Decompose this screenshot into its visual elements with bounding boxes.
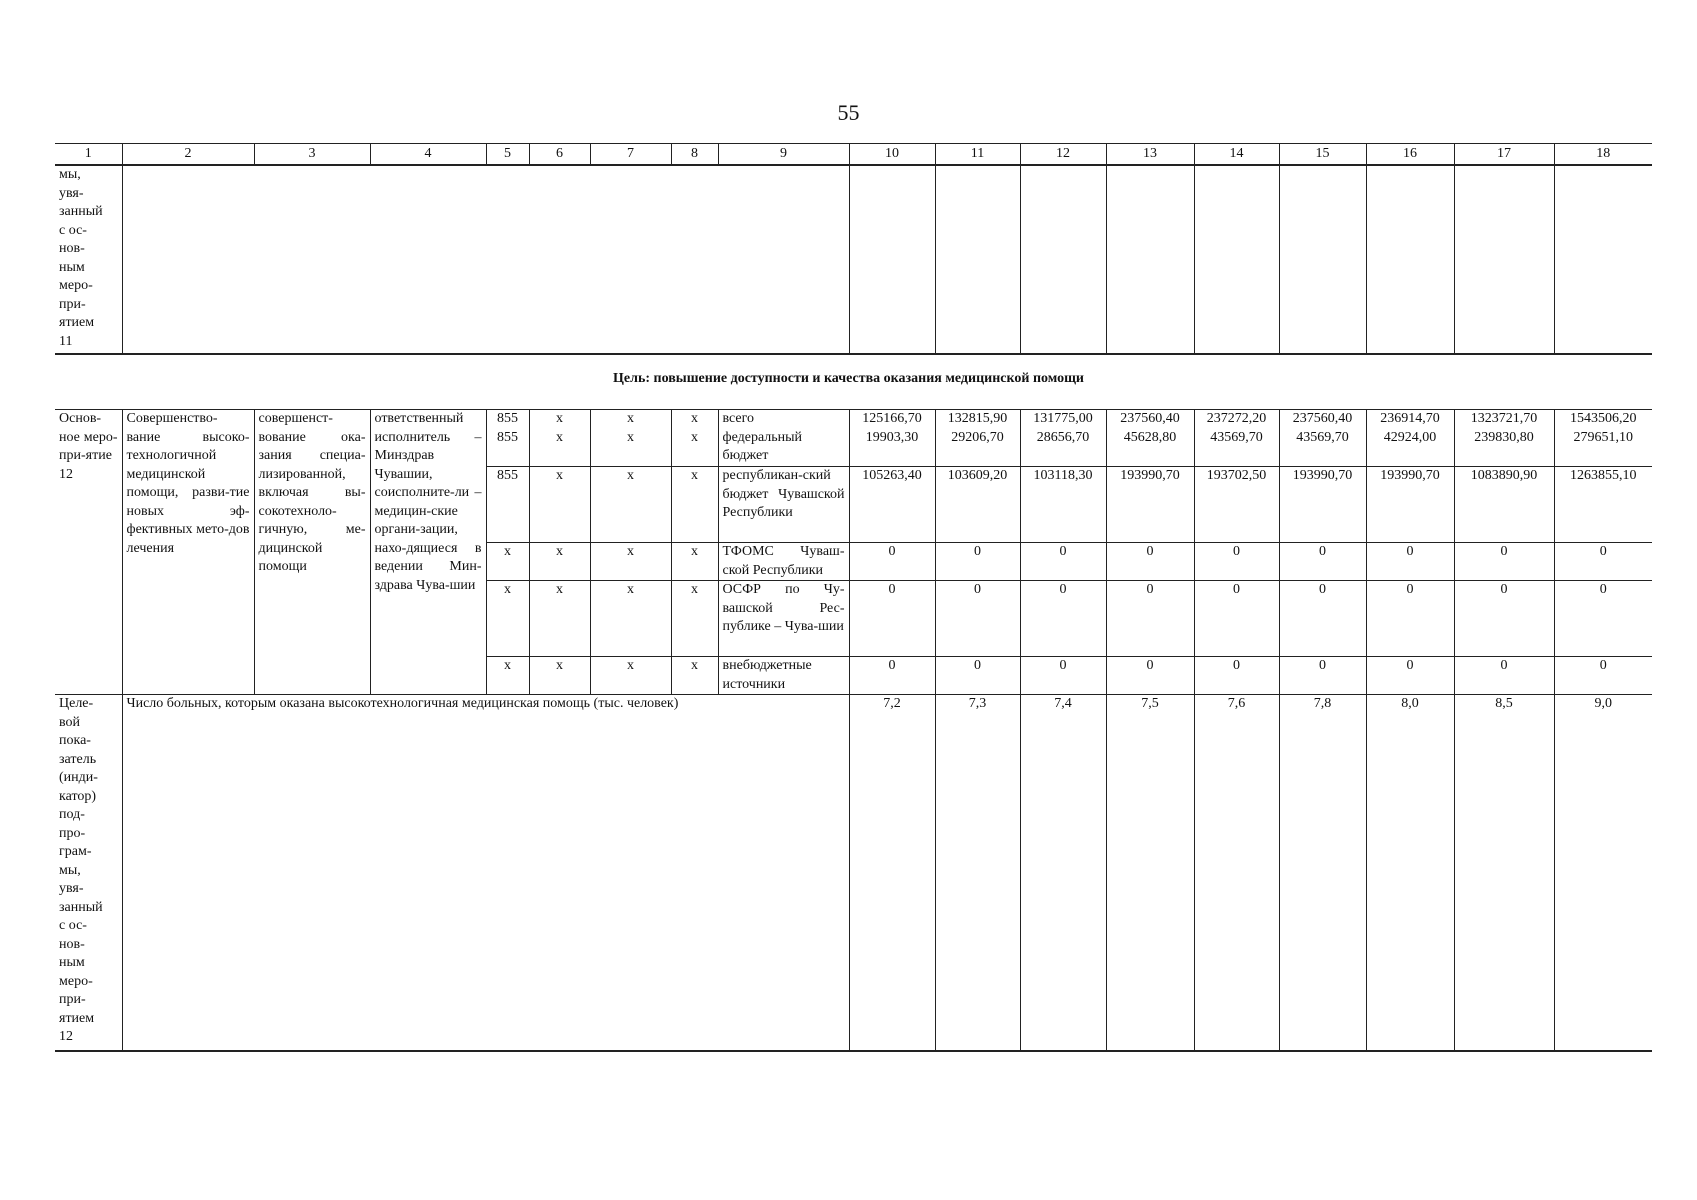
table-cell: x (529, 657, 590, 695)
column-number: 7 (590, 144, 671, 166)
activity-name: Основ-ное меро-при-ятие 12 (55, 410, 122, 695)
table-cell (1020, 165, 1106, 354)
table-cell: 239830,80 (1454, 429, 1554, 467)
column-number: 12 (1020, 144, 1106, 166)
table-cell: 0 (1106, 543, 1194, 581)
indicator-text: Число больных, которым оказана высокотехнологичная медицинская помощь (тыс. человек) (122, 695, 849, 1051)
table-cell: x (529, 581, 590, 657)
table-cell: 103118,30 (1020, 467, 1106, 543)
table-cell: 0 (1020, 543, 1106, 581)
column-numbers-row (55, 144, 1652, 166)
table-cell: 43569,70 (1279, 429, 1366, 467)
funding-source: республикан-ский бюджет Чувашской Республики (718, 467, 849, 543)
table-cell: 19903,30 (849, 429, 935, 467)
table-cell: x (590, 467, 671, 543)
table-cell: 43569,70 (1194, 429, 1279, 467)
table-cell: 103609,20 (935, 467, 1020, 543)
table-cell: x (529, 429, 590, 467)
column-number: 18 (1554, 144, 1652, 166)
table-cell: x (671, 657, 718, 695)
funding-source: ОСФР по Чу-вашской Рес-публике – Чува-шии (718, 581, 849, 657)
table-cell: 237272,20 (1194, 410, 1279, 429)
table-cell: 7,6 (1194, 695, 1279, 1051)
table-cell: 0 (1454, 543, 1554, 581)
activity-task: совершенст-вование ока-зания специа-лизированной, включая вы-сокотехноло-гичную, ме-дицинской помощи (254, 410, 370, 695)
table-cell: 1263855,10 (1554, 467, 1652, 543)
column-number: 3 (254, 144, 370, 166)
table-cell: x (486, 581, 529, 657)
table-cell: 0 (1366, 543, 1454, 581)
table-cell: 7,4 (1020, 695, 1106, 1051)
column-number: 2 (122, 144, 254, 166)
table-cell: x (590, 429, 671, 467)
funding-source: всего (718, 410, 849, 429)
column-number: 6 (529, 144, 590, 166)
table-cell (1106, 165, 1194, 354)
column-number: 4 (370, 144, 486, 166)
funding-source: федеральный бюджет (718, 429, 849, 467)
table-cell: 7,8 (1279, 695, 1366, 1051)
table-cell: x (486, 543, 529, 581)
table-cell: x (671, 410, 718, 429)
table-cell: 0 (1366, 657, 1454, 695)
table-cell: x (671, 581, 718, 657)
table-cell: 131775,00 (1020, 410, 1106, 429)
table-cell: 0 (935, 543, 1020, 581)
table-cell: x (590, 657, 671, 695)
activity-executor: ответственный исполнитель – Минздрав Чувашии, соисполните-ли – медицин-ские органи-зации, нахо-дящиеся в ведении Мин-здрава Чува-шии (370, 410, 486, 695)
table-cell: 193990,70 (1366, 467, 1454, 543)
table-cell: 237560,40 (1279, 410, 1366, 429)
table-cell: x (590, 543, 671, 581)
table-cell: 45628,80 (1106, 429, 1194, 467)
column-number: 11 (935, 144, 1020, 166)
table-cell: 0 (1194, 581, 1279, 657)
column-number: 5 (486, 144, 529, 166)
table-cell: x (671, 429, 718, 467)
table-cell: 0 (1194, 543, 1279, 581)
table-cell: 8,0 (1366, 695, 1454, 1051)
table-cell: 1083890,90 (1454, 467, 1554, 543)
table-cell: 0 (935, 657, 1020, 695)
table-cell: 0 (1366, 581, 1454, 657)
table-cell: 0 (849, 581, 935, 657)
table-cell: x (590, 410, 671, 429)
indicator-row (55, 695, 1652, 1051)
table-cell: 236914,70 (1366, 410, 1454, 429)
table-cell: 8,5 (1454, 695, 1554, 1051)
column-number: 13 (1106, 144, 1194, 166)
column-number: 14 (1194, 144, 1279, 166)
table-cell: 193990,70 (1106, 467, 1194, 543)
table-cell: 28656,70 (1020, 429, 1106, 467)
table-cell: x (590, 581, 671, 657)
continuation-row (55, 165, 1652, 354)
table-cell (1366, 165, 1454, 354)
goal-heading: Цель: повышение доступности и качества оказания медицинской помощи (613, 371, 1084, 386)
table-cell: 42924,00 (1366, 429, 1454, 467)
table-cell: x (529, 410, 590, 429)
table-cell: 9,0 (1554, 695, 1652, 1051)
table-row (55, 410, 1652, 429)
table-cell (1279, 165, 1366, 354)
page-number: 55 (837, 100, 860, 125)
table-header-continuation (55, 143, 1652, 355)
column-number: 9 (718, 144, 849, 166)
table-cell (935, 165, 1020, 354)
table-cell: 855 (486, 467, 529, 543)
table-cell (1554, 165, 1652, 354)
table-cell: 0 (1106, 657, 1194, 695)
table-cell: 0 (1020, 657, 1106, 695)
table-cell: x (529, 467, 590, 543)
table-cell: 132815,90 (935, 410, 1020, 429)
table-main-activity (55, 409, 1652, 1052)
table-cell: x (529, 543, 590, 581)
table-cell: 0 (849, 657, 935, 695)
table-cell: 125166,70 (849, 410, 935, 429)
table-cell: 1543506,20 (1554, 410, 1652, 429)
table-cell: 0 (849, 543, 935, 581)
continuation-label: мы, увя- занный с ос- нов- ным меро- при- ятием 11 (55, 165, 122, 354)
activity-title: Совершенство-вание высоко-технологичной медицинской помощи, разви-тие новых эф-фективных мето-дов лечения (122, 410, 254, 695)
table-cell: x (486, 657, 529, 695)
table-cell: 0 (1454, 581, 1554, 657)
table-cell: 855 (486, 429, 529, 467)
table-cell: 0 (1194, 657, 1279, 695)
funding-source: ТФОМС Чуваш-ской Республики (718, 543, 849, 581)
column-number: 16 (1366, 144, 1454, 166)
table-cell: 0 (935, 581, 1020, 657)
table-cell: 0 (1554, 543, 1652, 581)
table-cell: 105263,40 (849, 467, 935, 543)
column-number: 15 (1279, 144, 1366, 166)
table-cell: 29206,70 (935, 429, 1020, 467)
funding-source: внебюджетные источники (718, 657, 849, 695)
table-cell: 0 (1106, 581, 1194, 657)
indicator-label: Целе- вой пока- затель (инди- катор) под- про- грам- мы, увя- занный с ос- нов- ным меро- при- ятием 12 (55, 695, 122, 1051)
table-cell: 7,3 (935, 695, 1020, 1051)
table-cell: 193702,50 (1194, 467, 1279, 543)
table-cell (849, 165, 935, 354)
table-cell: 0 (1020, 581, 1106, 657)
table-cell: 1323721,70 (1454, 410, 1554, 429)
table-cell: 0 (1279, 581, 1366, 657)
table-cell: 0 (1454, 657, 1554, 695)
column-number: 1 (55, 144, 122, 166)
column-number: 17 (1454, 144, 1554, 166)
table-cell (1194, 165, 1279, 354)
table-cell: x (671, 543, 718, 581)
column-number: 10 (849, 144, 935, 166)
table-cell: 0 (1554, 581, 1652, 657)
column-number: 8 (671, 144, 718, 166)
table-cell: 0 (1279, 543, 1366, 581)
table-cell: 0 (1279, 657, 1366, 695)
continuation-merged-cell (122, 165, 849, 354)
table-cell: x (671, 467, 718, 543)
table-cell: 0 (1554, 657, 1652, 695)
table-cell: 237560,40 (1106, 410, 1194, 429)
table-cell (1454, 165, 1554, 354)
table-cell: 193990,70 (1279, 467, 1366, 543)
table-cell: 7,2 (849, 695, 935, 1051)
table-cell: 7,5 (1106, 695, 1194, 1051)
table-cell: 279651,10 (1554, 429, 1652, 467)
table-cell: 855 (486, 410, 529, 429)
